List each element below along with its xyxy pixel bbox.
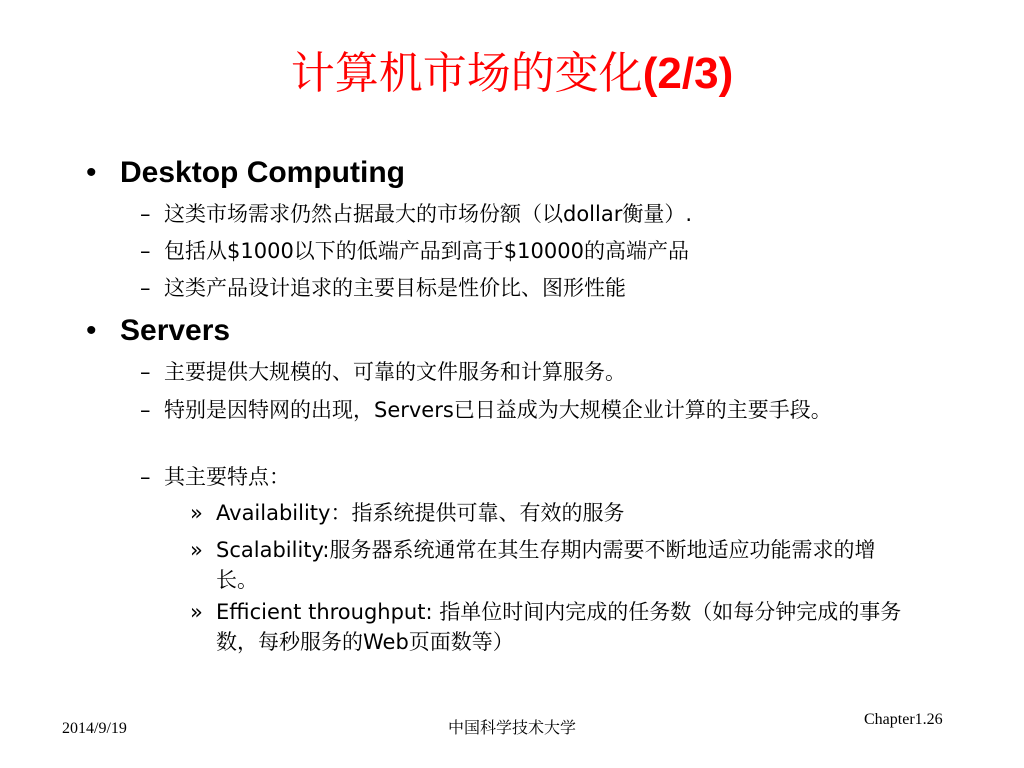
heading-servers: • Servers [86,314,231,347]
servers-item-2: – 特别是因特网的出现，Servers已日益成为大规模企业计算的主要手段。 [140,398,832,422]
footer-page-number: Chapter1.26 [864,711,943,728]
slide-title [0,48,1024,99]
servers-item-1: – 主要提供大规模的、可靠的文件服务和计算服务。 [140,360,626,384]
feature-scalability: » Scalability:服务器系统通常在其生存期内需要不断地适应功能需求的增长。 [190,538,876,592]
heading-desktop: • Desktop Computing [86,156,405,189]
desktop-item-3: – 这类产品设计追求的主要目标是性价比、图形性能 [140,276,626,300]
desktop-item-2: – 包括从$1000以下的低端产品到高于$10000的高端产品 [140,239,689,263]
title-number: (2/3) [642,49,734,98]
footer-org: 中国科学技术大学 [447,720,576,737]
feature-availability: » Availability：指系统提供可靠、有效的服务 [190,501,625,525]
desktop-item-1: – 这类市场需求仍然占据最大的市场份额（以dollar衡量）. [140,202,693,226]
footer-date: 2014/9/19 [62,720,127,737]
servers-item-3: – 其主要特点： [140,465,290,489]
title-text: 计算机市场的变化 [290,48,643,99]
feature-throughput: » Efficient throughput: 指单位时间内完成的任务数（如每分钟完成的事务数，每秒服务的Web页面数等） [190,600,902,654]
